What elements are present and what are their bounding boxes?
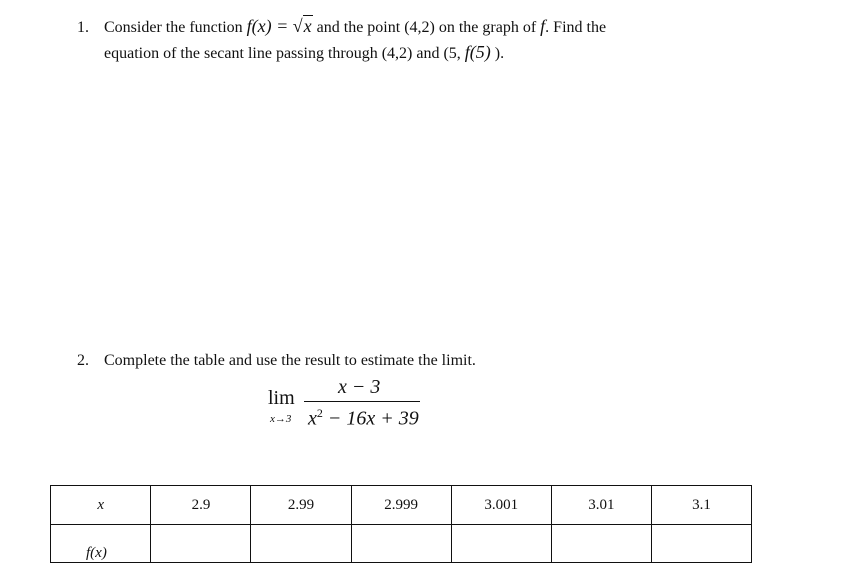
sqrt-radicand: x <box>303 16 312 36</box>
limit-expression <box>268 376 438 436</box>
f5-expression: f(5) <box>464 42 491 62</box>
sqrt-symbol: √ <box>292 16 303 36</box>
table-row-fx <box>51 525 752 563</box>
problem-2-number: 2. <box>77 352 89 369</box>
problem-2 <box>77 349 797 373</box>
table-header-x: x <box>51 486 151 525</box>
problem-1-text-b: and the point (4,2) on the graph of <box>312 19 541 36</box>
problem-2-text: Complete the table and use the result to estimate the limit. <box>104 352 476 369</box>
den-exponent: 2 <box>316 406 323 420</box>
table-cell-x-3: 2.999 <box>351 486 451 525</box>
table-cell-fx-1[interactable] <box>151 525 251 563</box>
problem-1-line-2 <box>77 40 797 66</box>
f-symbol: f <box>540 16 546 36</box>
table-cell-fx-6[interactable] <box>651 525 751 563</box>
problem-1-line-2-b: ). <box>490 45 505 62</box>
table-cell-x-4: 3.001 <box>451 486 551 525</box>
function-definition <box>247 15 313 36</box>
values-table <box>50 485 752 563</box>
table-cell-fx-3[interactable] <box>351 525 451 563</box>
problem-1-text-c: . Find the <box>545 19 607 36</box>
problem-1-line-2-a: equation of the secant line passing through (4,2) and (5, <box>104 45 465 62</box>
table-header-fx <box>51 525 151 563</box>
table-cell-x-6: 3.1 <box>651 486 751 525</box>
lim-word: lim <box>268 387 295 409</box>
table-cell-fx-2[interactable] <box>251 525 351 563</box>
problem-1-text-a: Consider the function <box>104 19 247 36</box>
table-cell-x-5: 3.01 <box>551 486 651 525</box>
fraction-denominator <box>308 406 419 431</box>
table-cell-fx-5[interactable] <box>551 525 651 563</box>
function-lhs: f(x) = <box>246 16 293 36</box>
problem-1-number: 1. <box>77 19 89 36</box>
fraction-bar <box>304 401 420 402</box>
problem-1 <box>77 14 797 66</box>
table-cell-x-1: 2.9 <box>151 486 251 525</box>
den-rest: − 16x + 39 <box>322 407 419 430</box>
table-cell-fx-4[interactable] <box>451 525 551 563</box>
fx-label: f(x) <box>86 545 107 561</box>
den-x: x <box>308 407 317 430</box>
table-cell-x-2: 2.99 <box>251 486 351 525</box>
lim-subscript: x→3 <box>270 413 292 425</box>
table-row-x <box>51 486 752 525</box>
fraction-numerator: x − 3 <box>338 376 381 398</box>
problem-1-line-1 <box>77 14 797 40</box>
